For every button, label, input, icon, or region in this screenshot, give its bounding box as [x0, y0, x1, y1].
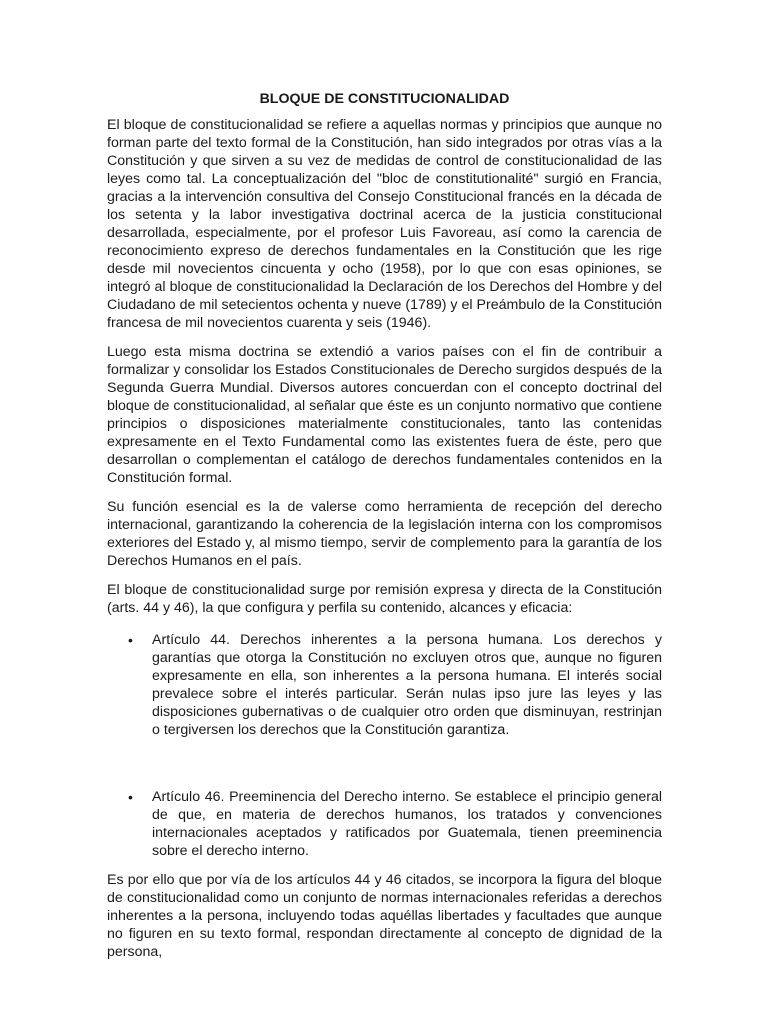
paragraph-intro: El bloque de constitucionalidad se refiere a aquellas normas y principios que aunque no forman parte del texto formal de la Constitución, han sido integrados por otras vías a la Constitución y que sirven a su vez de medidas de control de constitucionalidad de las leyes como tal. La conceptualización del "bloc de constitutionalité" surgió en Francia, gracias a la intervención consultiva del Consejo Constitucional francés en la década de los setenta y la labor investigativa doctrinal acerca de la justicia constitucional desarrollada, especialmente, por el profesor Luis Favoreau, así como la carencia de reconocimiento expreso de derechos fundamentales en la Constitución que les rige desde mil novecientos cincuenta y ocho (1958), por lo que con esas opiniones, se integró al bloque de constitucionalidad la Declaración de los Derechos del Hombre y del Ciudadano de mil setecientos ochenta y nueve (1789) y el Preámbulo de la Constitución francesa de mil novecientos cuarenta y seis (1946). [107, 117, 662, 331]
document-title: BLOQUE DE CONSTITUCIONALIDAD [259, 91, 510, 107]
paragraph-doctrine-extension: Luego esta misma doctrina se extendió a varios países con el fin de contribuir a formalizar y consolidar los Estados Constitucionales de Derecho surgidos después de la Segunda Guerra Mundial. Diversos autores concuerdan con el concepto doctrinal del bloque de constitucionalidad, al señalar que éste es un conjunto normativo que contiene principios o disposiciones materialmente constitucionales, tanto las contenidas expresamente en el Texto Fundamental como las existentes fuera de éste, pero que desarrollan o complementan el catálogo de derechos fundamentales contenidos en la Constitución formal. [107, 344, 662, 486]
paragraph-remission: El bloque de constitucionalidad surge por remisión expresa y directa de la Constitución (arts. 44 y 46), la que configura y perfila su contenido, alcances y eficacia: [107, 582, 662, 616]
articles-list [107, 631, 662, 860]
bullet-icon: • [128, 632, 133, 648]
paragraph-function: Su función esencial es la de valerse como herramienta de recepción del derecho internacional, garantizando la coherencia de la legislación interna con los compromisos exteriores del Estado y, al mismo tiempo, servir de complemento para la garantía de los Derechos Humanos en el país. [107, 499, 662, 569]
list-item-articulo-44 [107, 631, 662, 739]
paragraph-conclusion: Es por ello que por vía de los artículos 44 y 46 citados, se incorpora la figura del bloque de constitucionalidad como un conjunto de normas internacionales referidas a derechos inherentes a la persona, incluyendo todas aquéllas libertades y facultades que aunque no figuren en su texto formal, respondan directamente al concepto de dignidad de la persona, [107, 872, 662, 960]
list-item-articulo-46 [107, 788, 662, 860]
list-item-text: Artículo 46. Preeminencia del Derecho interno. Se establece el principio general de que, en materia de derechos humanos, los tratados y convenciones internacionales aceptados y ratificados por Guatemala, tienen preeminencia sobre el derecho interno. [152, 789, 662, 859]
bullet-icon: • [128, 789, 133, 805]
list-item-text: Artículo 44. Derechos inherentes a la persona humana. Los derechos y garantías que otorga la Constitución no excluyen otros que, aunque no figuren expresamente en ella, son inherentes a la persona humana. El interés social prevalece sobre el interés particular. Serán nulas ipso jure las leyes y las disposiciones gubernativas o de cualquier otro orden que disminuyan, restrinjan o tergiversen los derechos que la Constitución garantiza. [152, 632, 662, 738]
document-page [107, 90, 662, 971]
